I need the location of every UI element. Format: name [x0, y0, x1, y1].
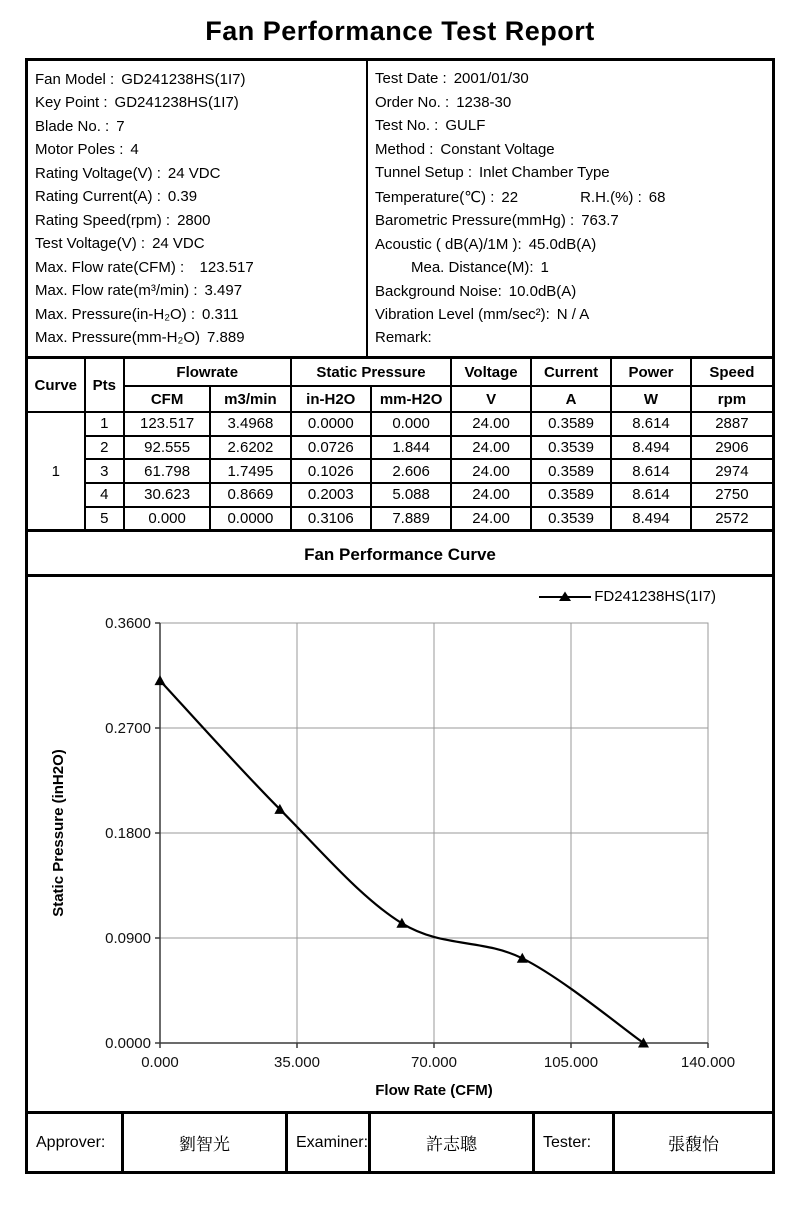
col-subheader-a: A [531, 386, 611, 412]
info-row-method [368, 141, 772, 158]
cell-a: 0.3539 [531, 507, 611, 529]
field-value: 0.311 [202, 305, 239, 323]
field-value: 24 VDC [167, 164, 221, 182]
info-row-mea-distance [368, 259, 772, 276]
field-label: Rating Voltage(V) : [35, 164, 161, 182]
col-header-current: Current [531, 359, 611, 386]
cell-v: 24.00 [451, 459, 531, 483]
cell-m3min: 3.4968 [210, 412, 290, 436]
field-value: 4 [130, 141, 139, 159]
col-subheader-v: V [451, 386, 531, 412]
info-row-remark [368, 329, 772, 346]
cell-v: 24.00 [451, 412, 531, 436]
field-label: Max. Flow rate(m³/min) : [35, 282, 198, 300]
field-label: R.H.(%) : [580, 188, 642, 206]
field-label: Rating Current(A) : [35, 188, 161, 206]
field-value: 2001/01/30 [453, 70, 529, 88]
cell-inh2o: 0.2003 [291, 483, 371, 507]
legend-line-triangle-icon [539, 591, 591, 603]
measurement-table [28, 359, 772, 529]
y-tick-label: 0.1800 [105, 825, 151, 842]
info-row-barometric [368, 212, 772, 229]
cell-w: 8.494 [611, 507, 691, 529]
field-value: 10.0dB(A) [508, 282, 577, 300]
info-row-order-no [368, 94, 772, 111]
cell-a: 0.3589 [531, 483, 611, 507]
report-body [25, 58, 775, 1174]
field-label: Test Voltage(V) : [35, 235, 146, 253]
tester-name: 張馥怡 [668, 1135, 719, 1154]
cell-pts: 3 [85, 459, 124, 483]
field-value: GULF [445, 117, 486, 135]
info-row-max-pressure-in [28, 306, 366, 323]
field-label: Fan Model : [35, 70, 115, 88]
table-row [28, 507, 772, 529]
cell-a: 0.3589 [531, 412, 611, 436]
data-point-triangle-marker [396, 918, 407, 928]
info-row-key-point [28, 94, 366, 111]
field-label: Mea. Distance(M): [411, 259, 534, 277]
col-subheader-cfm: CFM [124, 386, 210, 412]
field-value: Constant Voltage [440, 140, 555, 158]
x-axis-title: Flow Rate (CFM) [375, 1082, 493, 1099]
field-label: Max. Pressure(in-H₂O) : [35, 305, 196, 323]
col-header-voltage: Voltage [451, 359, 531, 386]
examiner-label: Examiner: [288, 1114, 371, 1171]
chart-section-title: Fan Performance Curve [28, 529, 772, 574]
cell-a: 0.3539 [531, 436, 611, 460]
signature-footer [28, 1111, 772, 1171]
col-subheader-mmh2o: mm-H2O [371, 386, 451, 412]
y-tick-label: 0.0000 [105, 1035, 151, 1052]
cell-pts: 5 [85, 507, 124, 529]
cell-m3min: 1.7495 [210, 459, 290, 483]
y-tick-label: 0.3600 [105, 615, 151, 632]
cell-w: 8.614 [611, 483, 691, 507]
cell-a: 0.3589 [531, 459, 611, 483]
field-value: 24 VDC [152, 235, 205, 253]
info-row-temperature-rh [368, 188, 772, 206]
cell-curve-id: 1 [28, 412, 85, 529]
cell-pts: 4 [85, 483, 124, 507]
col-subheader-m3min: m3/min [210, 386, 290, 412]
field-label: Key Point : [35, 94, 108, 112]
info-right-column [368, 61, 772, 356]
cell-mmh2o: 2.606 [371, 459, 451, 483]
cell-w: 8.614 [611, 459, 691, 483]
field-value: 1 [540, 259, 549, 277]
info-row-test-voltage [28, 235, 366, 252]
field-label: Acoustic ( dB(A)/1M ): [375, 235, 522, 253]
info-row-rating-current [28, 188, 366, 205]
field-label: Rating Speed(rpm) : [35, 211, 171, 229]
cell-mmh2o: 1.844 [371, 436, 451, 460]
table-row [28, 436, 772, 460]
info-row-max-flow-m3 [28, 282, 366, 299]
field-value: 3.497 [204, 282, 243, 300]
x-tick-label: 105.000 [543, 1054, 599, 1071]
cell-v: 24.00 [451, 507, 531, 529]
measurement-table-section [28, 356, 772, 529]
cell-cfm: 123.517 [124, 412, 210, 436]
approver-name: 劉智光 [124, 1114, 288, 1171]
field-value: 7.889 [207, 329, 245, 347]
cell-rpm: 2572 [691, 507, 772, 529]
fan-performance-chart [28, 574, 772, 1111]
tester-label: Tester: [535, 1114, 615, 1171]
cell-inh2o: 0.3106 [291, 507, 371, 529]
field-label: Temperature(℃) : [375, 188, 495, 206]
col-header-pts: Pts [85, 359, 124, 412]
cell-cfm: 0.000 [124, 507, 210, 529]
cell-cfm: 92.555 [124, 436, 210, 460]
info-row-max-flow-cfm [28, 259, 366, 276]
cell-m3min: 0.8669 [210, 483, 290, 507]
field-label: Order No. : [375, 93, 450, 111]
field-value: 45.0dB(A) [528, 235, 597, 253]
approver-label: Approver: [28, 1114, 124, 1171]
y-tick-label: 0.2700 [105, 720, 151, 737]
x-tick-label: 0.000 [141, 1054, 179, 1071]
field-value: 2800 [177, 211, 211, 229]
info-row-background-noise [368, 283, 772, 300]
cell-mmh2o: 7.889 [371, 507, 451, 529]
col-header-curve: Curve [28, 359, 85, 412]
cell-rpm: 2906 [691, 436, 772, 460]
col-subheader-rpm: rpm [691, 386, 772, 412]
examiner-name: 許志聰 [371, 1114, 535, 1171]
col-subheader-inh2o: in-H2O [291, 386, 371, 412]
field-value: GD241238HS(1I7) [121, 70, 246, 88]
info-row-max-pressure-mm [28, 329, 366, 346]
cell-w: 8.494 [611, 436, 691, 460]
field-value: 0.39 [167, 188, 198, 206]
col-header-static-pressure: Static Pressure [291, 359, 452, 386]
col-header-power: Power [611, 359, 691, 386]
info-row-acoustic [368, 236, 772, 253]
cell-rpm: 2887 [691, 412, 772, 436]
field-label: Test Date : [375, 70, 447, 88]
field-label: Motor Poles : [35, 141, 124, 159]
performance-curve-plot [28, 577, 772, 1114]
legend-series-label: FD241238HS(1I7) [594, 588, 716, 605]
field-value: 68 [648, 188, 666, 206]
field-label: Max. Flow rate(CFM) : [35, 258, 185, 276]
field-label: Vibration Level (mm/sec²): [375, 305, 550, 323]
info-section [28, 61, 772, 356]
cell-cfm: 30.623 [124, 483, 210, 507]
y-axis-title: Static Pressure (inH2O) [50, 749, 67, 917]
cell-inh2o: 0.1026 [291, 459, 371, 483]
cell-w: 8.614 [611, 412, 691, 436]
field-label: Remark: [375, 329, 432, 347]
info-row-rating-voltage [28, 165, 366, 182]
field-value: 22 [501, 188, 519, 206]
field-value: 1238-30 [456, 93, 512, 111]
table-row [28, 412, 772, 436]
cell-v: 24.00 [451, 436, 531, 460]
field-value: N / A [556, 305, 590, 323]
info-row-tunnel-setup [368, 164, 772, 181]
info-left-column [28, 61, 368, 356]
col-header-speed: Speed [691, 359, 772, 386]
info-row-blade-no [28, 118, 366, 135]
col-subheader-w: W [611, 386, 691, 412]
field-value: 123.517 [191, 258, 254, 276]
data-point-triangle-marker [155, 675, 166, 685]
x-tick-label: 35.000 [274, 1054, 320, 1071]
field-label: Background Noise: [375, 282, 502, 300]
cell-m3min: 2.6202 [210, 436, 290, 460]
field-label: Blade No. : [35, 117, 110, 135]
info-row-vibration [368, 306, 772, 323]
info-row-test-date [368, 70, 772, 87]
field-label: Max. Pressure(mm-H₂O) [35, 329, 200, 347]
x-tick-label: 70.000 [411, 1054, 457, 1071]
field-label: Test No. : [375, 117, 439, 135]
field-label: Method : [375, 140, 434, 158]
info-row-rating-speed [28, 212, 366, 229]
cell-rpm: 2750 [691, 483, 772, 507]
cell-rpm: 2974 [691, 459, 772, 483]
field-value: GD241238HS(1I7) [114, 94, 239, 112]
col-header-flowrate: Flowrate [124, 359, 291, 386]
cell-mmh2o: 0.000 [371, 412, 451, 436]
cell-v: 24.00 [451, 483, 531, 507]
info-row-motor-poles [28, 141, 366, 158]
cell-inh2o: 0.0000 [291, 412, 371, 436]
field-value: Inlet Chamber Type [479, 164, 610, 182]
table-row [28, 483, 772, 507]
field-value: 7 [116, 117, 125, 135]
field-value: 763.7 [581, 212, 619, 230]
table-row [28, 459, 772, 483]
x-tick-label: 140.000 [680, 1054, 736, 1071]
cell-pts: 1 [85, 412, 124, 436]
info-row-fan-model [28, 71, 366, 88]
chart-legend [539, 588, 716, 605]
field-label: Barometric Pressure(mmHg) : [375, 212, 575, 230]
field-label: Tunnel Setup : [375, 164, 473, 182]
cell-cfm: 61.798 [124, 459, 210, 483]
cell-m3min: 0.0000 [210, 507, 290, 529]
page-title: Fan Performance Test Report [205, 16, 595, 46]
cell-inh2o: 0.0726 [291, 436, 371, 460]
y-tick-label: 0.0900 [105, 930, 151, 947]
info-row-test-no [368, 117, 772, 134]
cell-mmh2o: 5.088 [371, 483, 451, 507]
cell-pts: 2 [85, 436, 124, 460]
data-point-triangle-marker [517, 953, 528, 963]
